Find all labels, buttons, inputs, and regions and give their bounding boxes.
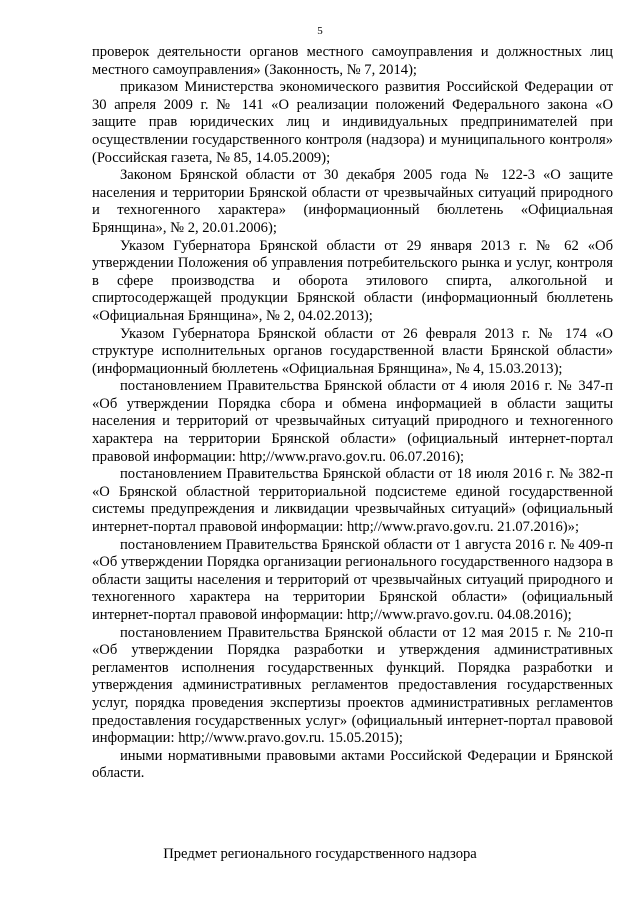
paragraph-regional-law: Законом Брянской области от 30 декабря 2005 года № 122-3 «О защите населения и территории Брянской области от чрезвычайных ситуаций природного и техногенного характера» (информационный бюллетень «Официальная Брянщина», № 2, 20.01.2006); [92, 167, 613, 236]
paragraph-resolution-347: постановлением Правительства Брянской области от 4 июля 2016 г. № 347-п «Об утверждении Порядка сбора и обмена информацией в области защиты населения и территорий от чрезвычайных ситуаций природного и техногенного характера на территории Брянской области» (официальный интернет-портал правовой информации: http;//www.pravo.gov.ru. 06.07.2016); [92, 378, 613, 465]
page-number: 5 [317, 25, 323, 37]
paragraph-resolution-210: постановлением Правительства Брянской области от 12 мая 2015 г. № 210-п «Об утверждении Порядка разработки и утверждения административных регламентов исполнения государственных функций. Порядка разработки и утверждения административных регламентов предоставления государственных услуг, порядка проведения экспертизы проектов административных регламентов предоставления государственных услуг» (официальный интернет-портал правовой информации: http;//www.pravo.gov.ru. 15.05.2015); [92, 624, 613, 747]
paragraph-governor-decree-174: Указом Губернатора Брянской области от 26 февраля 2013 г. № 174 «О структуре исполнительных органов государственной власти Брянской области» (информационный бюллетень «Официальная Брянщина», № 4, 15.03.2013); [92, 325, 613, 377]
paragraph-governor-decree-62: Указом Губернатора Брянской области от 29 января 2013 г. № 62 «Об утверждении Положения об управления потребительского рынка и услуг, контроля в сфере производства и оборота этилового спирта, алкогольной и спиртосодержащей продукции Брянской области (информационный бюллетень «Официальная Брянщина», № 2, 04.02.2013); [92, 237, 613, 324]
paragraph-continuation: проверок деятельности органов местного самоуправления и должностных лиц местного самоуправления» (Законность, № 7, 2014); [92, 44, 613, 78]
paragraph-resolution-409: постановлением Правительства Брянской области от 1 августа 2016 г. № 409-п «Об утверждении Порядка организации регионального государственного надзора в области защиты населения и территорий от чрезвычайных ситуаций природного и техногенного характера на территории Брянской области» (официальный интернет-портал правовой информации: http;//www.pravo.gov.ru. 04.08.2016); [92, 536, 613, 623]
paragraph-ministry-order: приказом Министерства экономического развития Российской Федерации от 30 апреля 2009 г. № 141 «О реализации положений Федерального закона «О защите прав юридических лиц и индивидуальных предпринимателей при осуществлении государственного контроля (надзора) и муниципального контроля» (Российская газета, № 85, 14.05.2009); [92, 79, 613, 166]
paragraph-other-acts: иными нормативными правовыми актами Российской Федерации и Брянской области. [92, 747, 613, 782]
paragraph-resolution-382: постановлением Правительства Брянской области от 18 июля 2016 г. № 382-п «О Брянской областной территориальной подсистеме единой государственной системы предупреждения и ликвидации чрезвычайных ситуаций» (официальный интернет-портал правовой информации: http;//www.pravo.gov.ru. 21.07.2016)»; [92, 466, 613, 536]
legal-basis-list [92, 44, 613, 791]
section-heading: Предмет регионального государственного надзора [163, 846, 477, 862]
